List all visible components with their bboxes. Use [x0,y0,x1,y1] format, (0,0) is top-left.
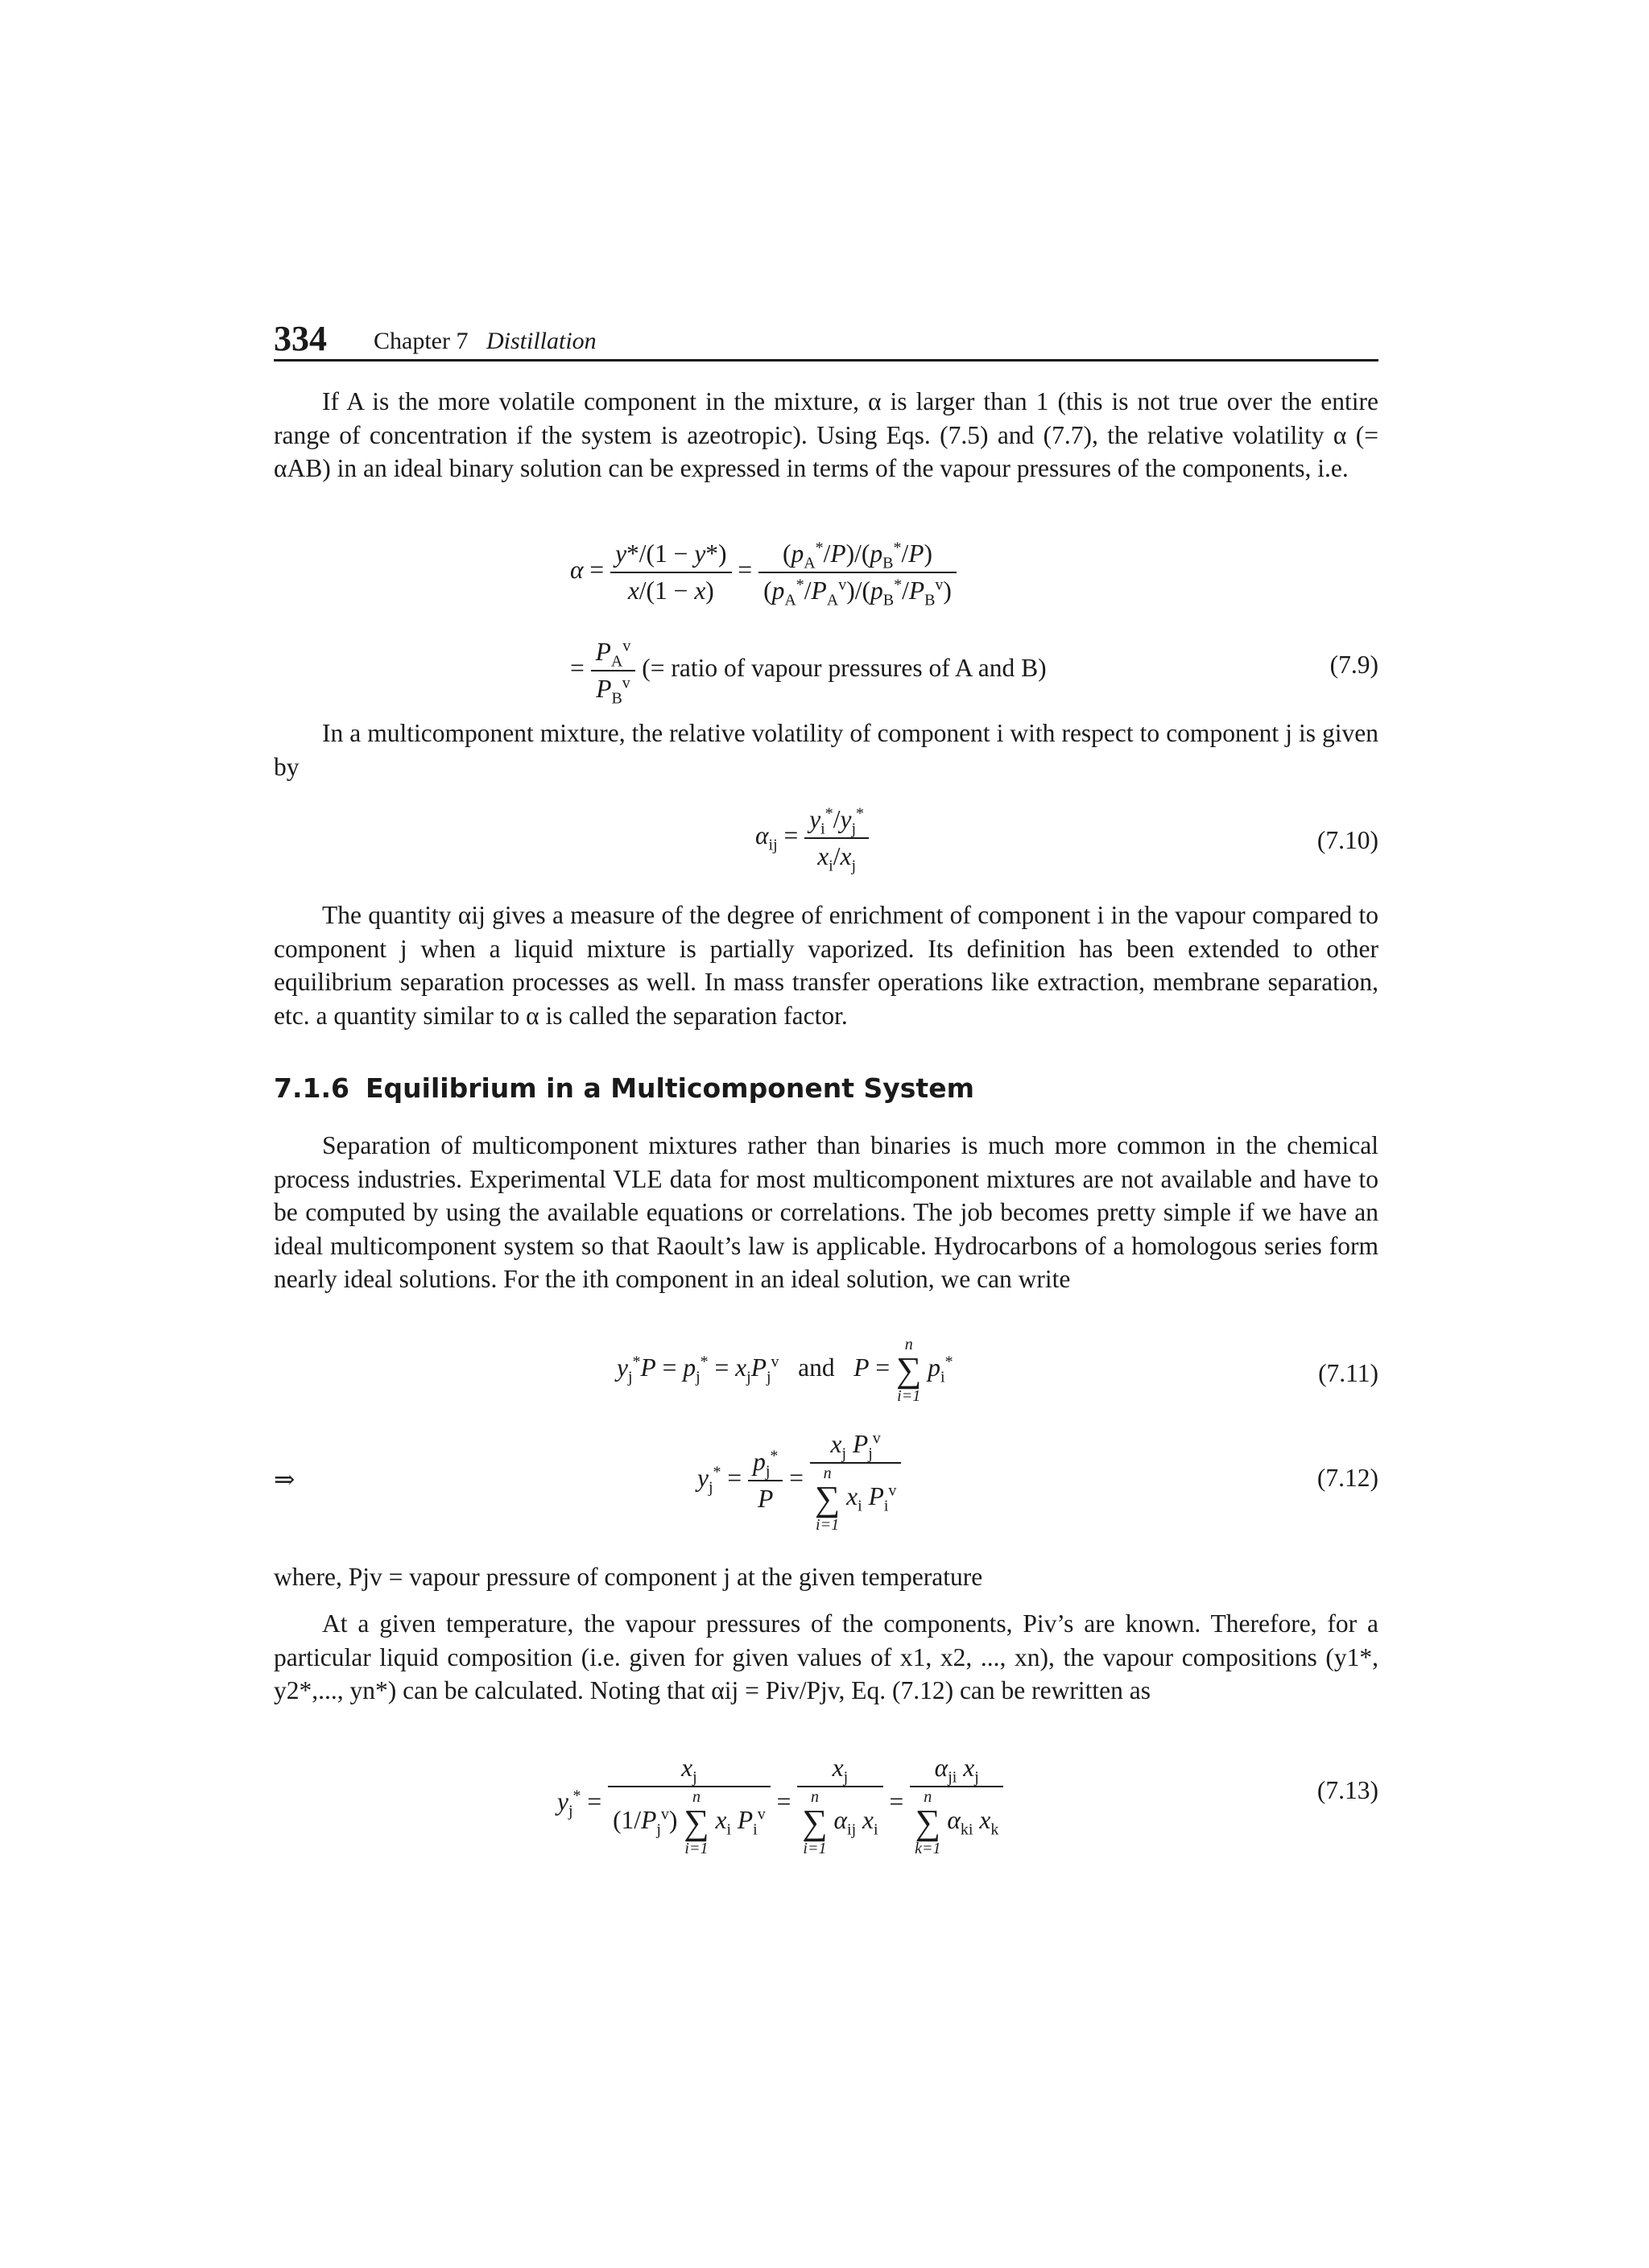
equation-number-7-9: (7.9) [1329,651,1378,679]
chapter-info [374,325,597,357]
and-text: and [798,1353,835,1382]
paragraph-5: where, Pjv = vapour pressure of component j at the given temperature [274,1563,983,1591]
running-header [274,319,1378,359]
equation-alpha-ratio: = $\frac{P_A^v}{P_B^v}$ (= ratio of vapour pressures of A and B) [570,637,1047,708]
equation-raoults-law: $y_j^*P = p_j^* = x_jP_j^v$ and P = n ∑ i=1 $p_i^*$ [617,1336,953,1405]
paragraph-3: The quantity αij gives a measure of the degree of enrichment of component i in the vapour compared to component j when a liquid mixture is partially vaporized. Its definition has been extended to other equilibrium separation processes as well. In mass transfer operations like extraction, membrane separation, etc. a quantity similar to α is called the separation factor. [274,901,1378,1030]
header-rule [274,359,1378,361]
implies-symbol: ⇒ [274,1465,295,1493]
section-number: 7.1.6 [274,1072,349,1104]
equation-number-7-12: (7.12) [1316,1464,1378,1492]
paragraph-4: Separation of multicomponent mixtures rather than binaries is much more common in the chemical process industries. Experimental VLE data for most multicomponent mixtures are not available and have to be computed by using the available equations or correlations. The job becomes pretty simple if we have an ideal multicomponent system so that Raoult’s law is applicable. Hydrocarbons of a homologous series form nearly ideal solutions. For the ith component in an ideal solution, we can write [274,1131,1378,1293]
paragraph-1: If A is the more volatile component in the mixture, α is larger than 1 (this is not true over the entire range of concentration if the system is azeotropic). Using Eqs. (7.5) and (7.7), the relative volatility α (= αAB) in an ideal binary solution can be expressed in terms of the vapour pressures of the components, i.e. [274,387,1378,482]
page-number: 334 [274,319,327,358]
equation-number-7-10: (7.10) [1316,826,1378,854]
book-page [274,0,1378,2268]
equation-note: (= ratio of vapour pressures of A and B) [642,654,1047,683]
equation-relative-volatility: $\alpha_{ij}$ = $\frac{y_i^*/y_j^*}{x_i/x_j}$ [755,804,869,873]
paragraph-6: At a given temperature, the vapour pressures of the components, Piv’s are known. Therefore, for a particular liquid composition (i.e. given for given values of x1, x2, ..., xn), the vapour compositions (y1*, y2*,..., yn*) can be calculated. Noting that αij = Piv/Pjv, Eq. (7.12) can be rewritten as [274,1609,1378,1704]
equation-vapour-composition: $y_j^*$ = $\frac{p_j^*}{P}$ = $x_j$ $P_j^v$ n ∑ i=1 $x_i$ $P_i^v$ [697,1428,901,1533]
chapter-label: Chapter 7 [374,328,469,354]
section-title: Equilibrium in a Multicomponent System [366,1072,974,1104]
chapter-title: Distillation [486,328,597,354]
equation-vapour-composition-volatility: $y_j^*$ = $x_j$ $(1/P_j^v)$ n ∑ i=1 $x_i$ $P_i^v$ = $x_j$ n ∑ i=1 $\alpha_{ij}$ $x_i$ = $\alpha_{ji}$ $x_j$ n ∑ k=1 $\alpha_{ki}$ $x_k$ [557,1752,1003,1857]
paragraph-2: In a multicomponent mixture, the relative volatility of component i with respect to component j is given by [274,719,1378,781]
section-heading [274,1071,974,1106]
equation-number-7-11: (7.11) [1318,1359,1378,1387]
equation-alpha-definition: α = $\frac{y*/(1 - y*)}{x/(1 - x)}$ = $\frac{(p_A^*/P)/(p_B^*/P)}{(p_A^*/P_A^v)/(p_B^*/P_B^v)}$ [570,538,957,607]
equation-number-7-13: (7.13) [1316,1776,1378,1804]
